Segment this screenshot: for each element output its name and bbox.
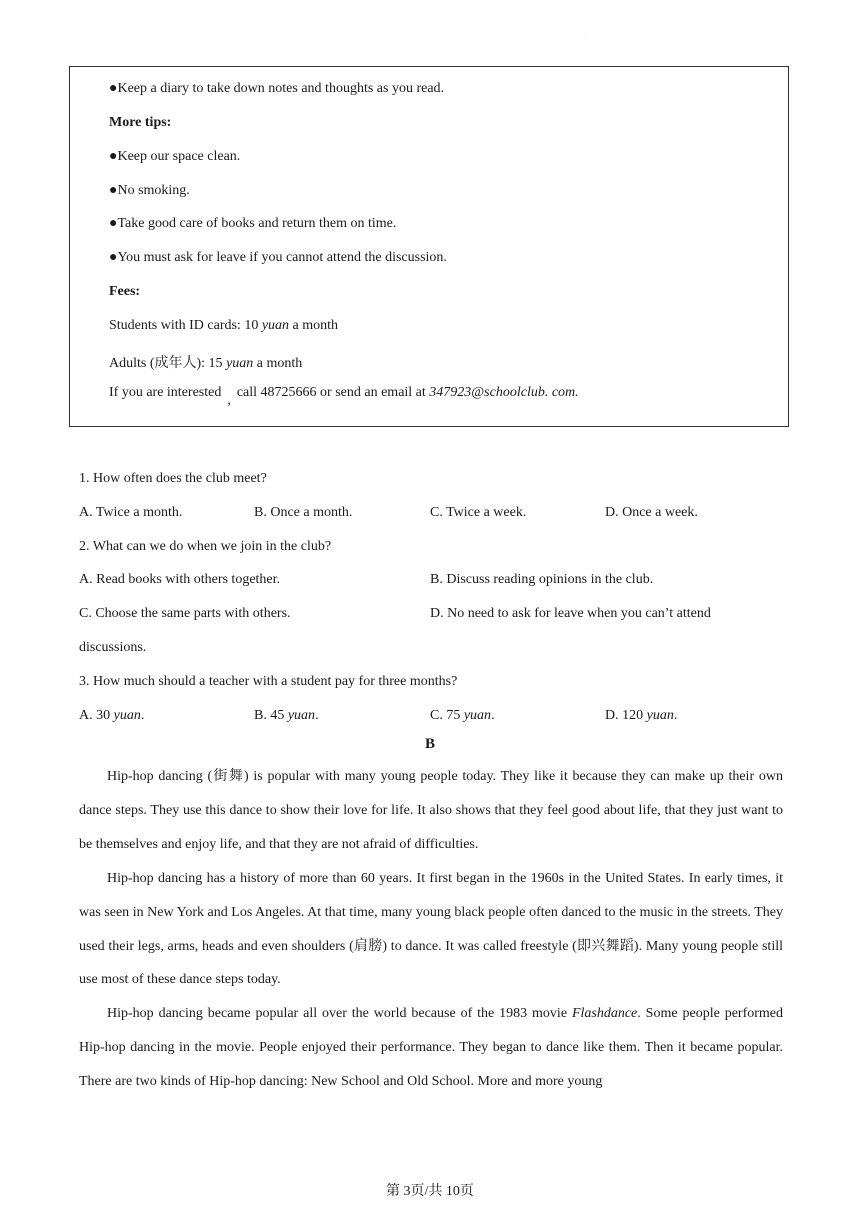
passage-paragraph-2: Hip-hop dancing has a history of more than 60 years. It first began in the 1960s in the United States. In early times, it was seen in New York and Los Angeles. At that time, many young black people often danced to the music in the streets. They used their legs, arms, heads and even shoulders (肩膀) to dance. It was called freestyle (即兴舞蹈). Many young people still use most of these dance steps today. [79, 871, 783, 988]
fee-adults: Adults (成年人): 15 yuan a month [109, 356, 303, 371]
q1-option-c: C. Twice a week. [430, 505, 527, 520]
tip-books: ●Take good care of books and return them on time. [109, 216, 397, 231]
q2-option-d: D. No need to ask for leave when you can’t attend [430, 606, 711, 621]
tip-diary: ●Keep a diary to take down notes and thoughts as you read. [109, 81, 445, 96]
contact-email: 347923@schoolclub. com. [429, 385, 579, 400]
club-notice-box [69, 66, 789, 427]
q2-option-b: B. Discuss reading opinions in the club. [430, 572, 654, 587]
q3-option-b: B. 45 yuan. [254, 708, 319, 723]
page-number: 第 3页/共 10页 [386, 1184, 474, 1199]
q3-option-d: D. 120 yuan. [605, 708, 678, 723]
passage-paragraph-3: Hip-hop dancing became popular all over the world because of the 1983 movie Flashdance. Some people performed Hip-hop dancing in the movie. People enjoyed their performance. They began to dance like them. Then it became popular. There are two kinds of Hip-hop dancing: New School and Old School. More and more young [79, 1006, 784, 1089]
q1-option-d: D. Once a week. [605, 505, 698, 520]
fees-heading: Fees: [109, 284, 141, 299]
question-2-stem: 2. What can we do when we join in the club? [79, 539, 332, 554]
question-3-stem: 3. How much should a teacher with a student pay for three months? [79, 674, 458, 689]
tip-clean: ●Keep our space clean. [109, 149, 241, 164]
q2-option-a: A. Read books with others together. [79, 572, 281, 587]
q2-option-c: C. Choose the same parts with others. [79, 606, 291, 621]
contact-line: If you are interested,call 48725666 or send an email at 347923@schoolclub. com. [109, 385, 579, 408]
q1-option-b: B. Once a month. [254, 505, 353, 520]
passage-paragraph-1: Hip-hop dancing (街舞) is popular with many young people today. They like it because they can make up their own dance steps. They use this dance to show their love for life. It also shows that they feel good about life, that they just want to be themselves and enjoy life, and that they are not afraid of difficulties. [79, 769, 783, 852]
tip-leave: ●You must ask for leave if you cannot attend the discussion. [109, 250, 447, 265]
q3-option-c: C. 75 yuan. [430, 708, 495, 723]
fee-students: Students with ID cards: 10 yuan a month [109, 318, 339, 333]
q3-option-a: A. 30 yuan. [79, 708, 145, 723]
scan-mark: . [584, 34, 586, 40]
tip-no-smoking: ●No smoking. [109, 183, 190, 198]
q1-option-a: A. Twice a month. [79, 505, 183, 520]
section-b-heading: B [424, 736, 435, 752]
movie-title: Flashdance [571, 1006, 638, 1021]
question-1-stem: 1. How often does the club meet? [79, 471, 267, 486]
more-tips-heading: More tips: [109, 115, 172, 130]
q2-option-d-continued: discussions. [79, 640, 147, 655]
